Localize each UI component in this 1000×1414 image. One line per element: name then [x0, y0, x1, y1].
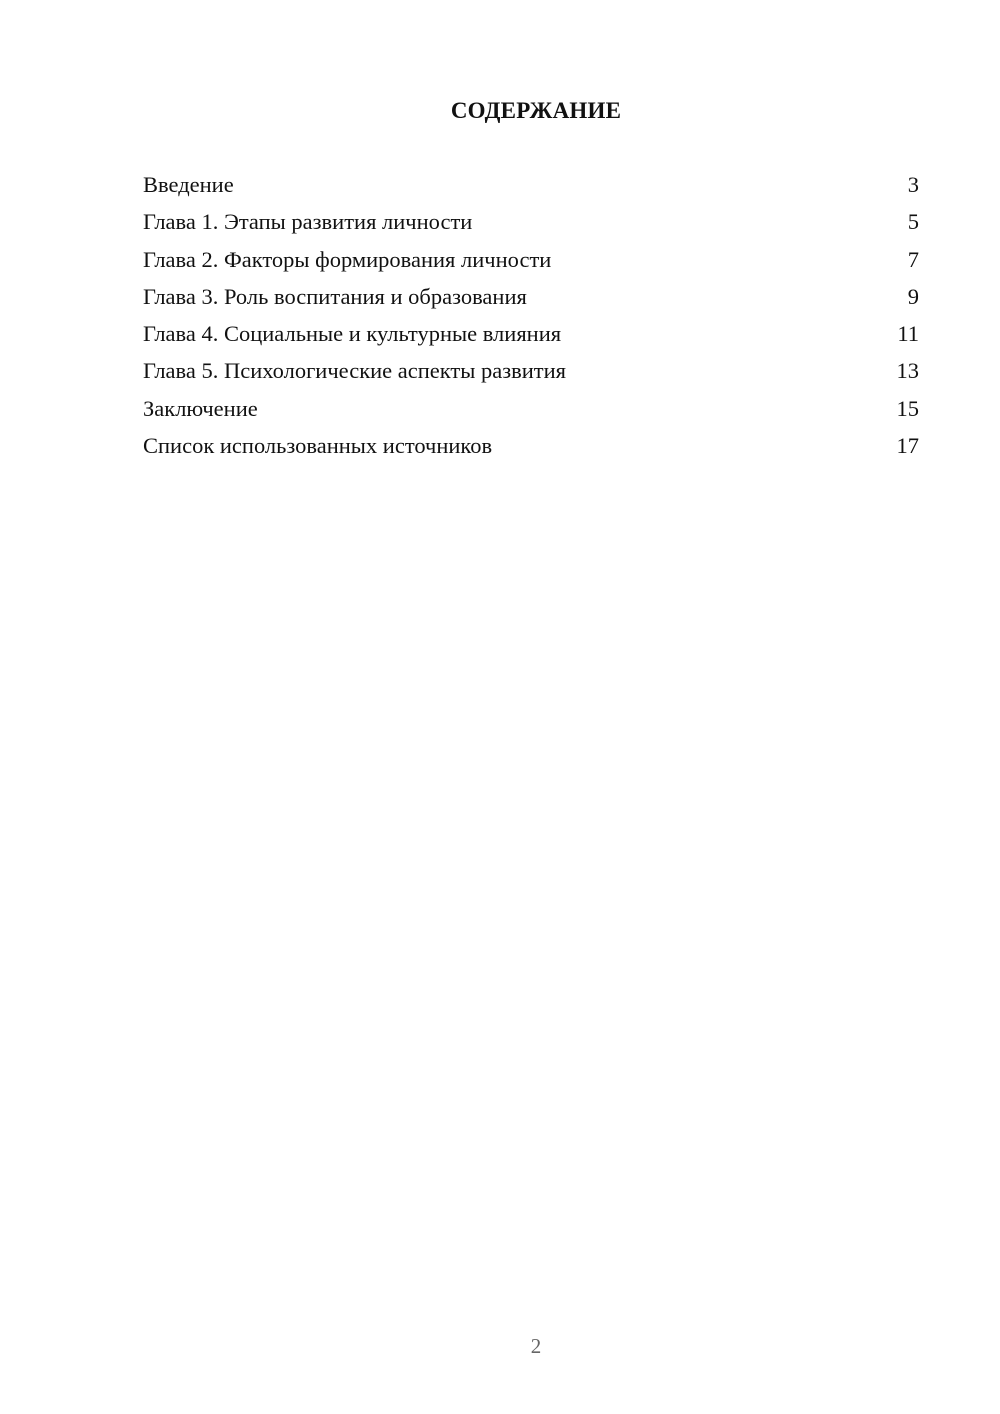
toc-entry-label: Список использованных источников	[143, 433, 493, 459]
toc-entry-label: Заключение	[143, 395, 258, 421]
page-title: СОДЕРЖАНИЕ	[450, 98, 622, 123]
toc-entry-page: 5	[907, 209, 919, 235]
toc-entry-chapter-5	[143, 355, 919, 392]
toc-entry-chapter-1	[143, 206, 919, 243]
toc-entry-references	[143, 430, 919, 467]
toc-entry-label: Введение	[143, 172, 234, 197]
page-number: 2	[530, 1334, 542, 1358]
toc-entry-introduction	[143, 169, 919, 206]
toc-entry-page: 13	[896, 358, 919, 384]
toc-entry-label: Глава 2. Факторы формирования личности	[143, 246, 552, 272]
toc-entry-label: Глава 5. Психологические аспекты развития	[143, 358, 566, 384]
toc-entry-conclusion	[143, 393, 919, 430]
toc-entry-page: 9	[907, 283, 919, 309]
toc-entry-chapter-3	[143, 281, 919, 318]
toc-entry-page: 11	[897, 321, 919, 347]
toc-entry-label: Глава 3. Роль воспитания и образования	[143, 283, 527, 309]
toc-entry-chapter-2	[143, 244, 919, 281]
toc-entry-page: 3	[907, 172, 919, 197]
toc-entry-page: 17	[896, 433, 919, 459]
table-of-contents	[143, 169, 919, 467]
toc-entry-page: 7	[907, 246, 919, 272]
toc-entry-label: Глава 4. Социальные и культурные влияния	[143, 321, 562, 347]
toc-entry-chapter-4	[143, 318, 919, 355]
toc-entry-page: 15	[896, 395, 919, 421]
toc-entry-label: Глава 1. Этапы развития личности	[143, 209, 473, 235]
